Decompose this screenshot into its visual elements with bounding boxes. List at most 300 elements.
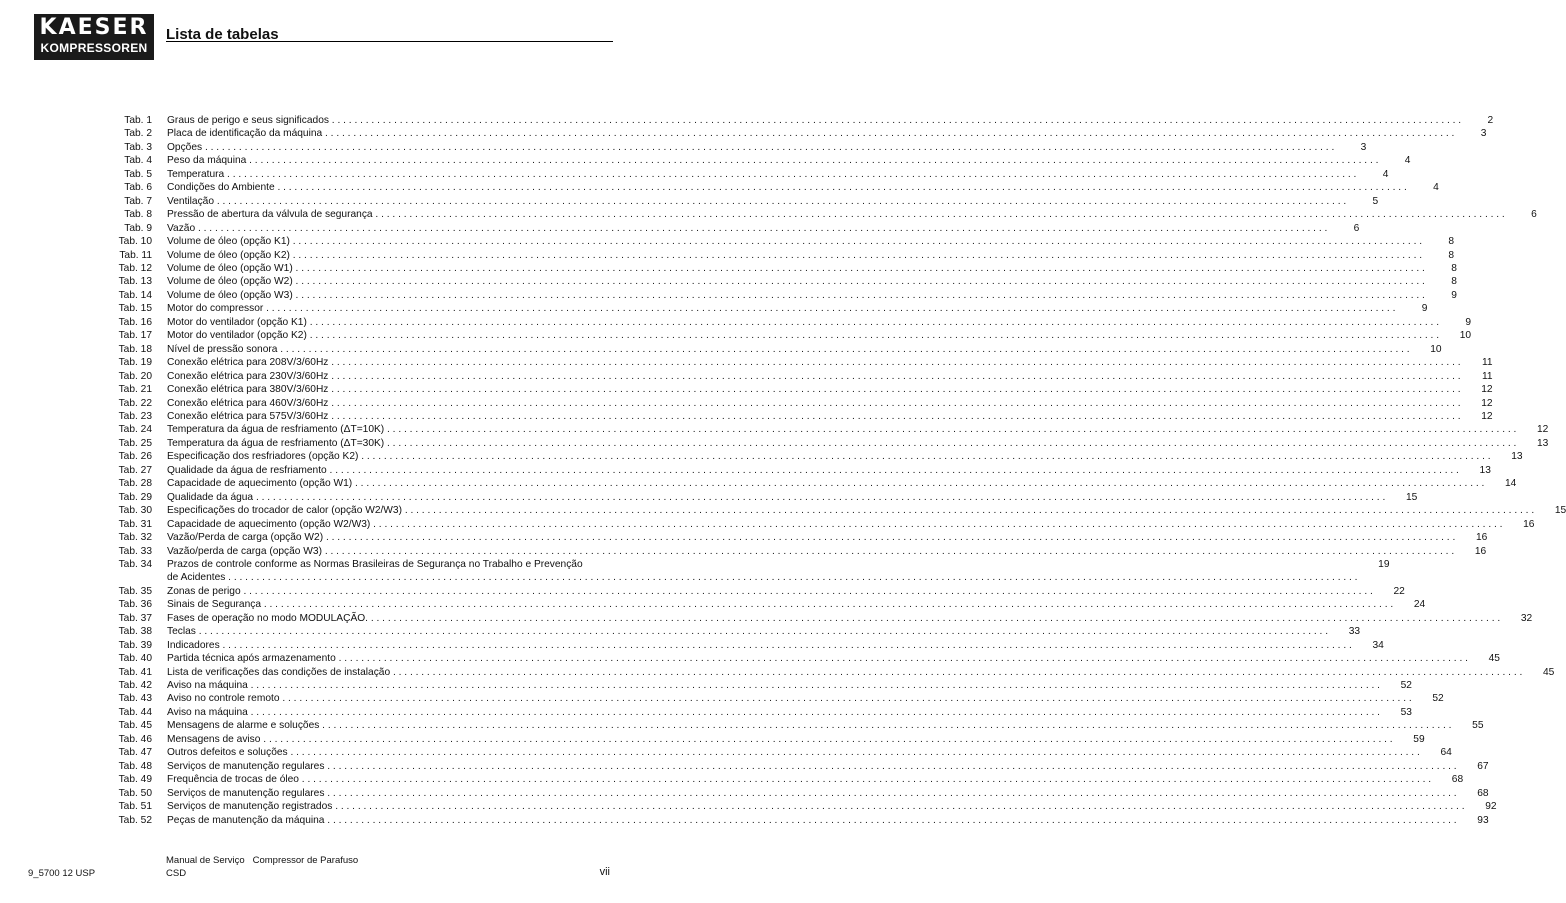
toc-row[interactable] (110, 504, 1566, 517)
page-ref: 16 (1475, 532, 1488, 544)
table-title (167, 302, 1399, 315)
toc-entry (167, 410, 1493, 423)
table-title (167, 598, 1397, 611)
table-title (167, 531, 1459, 544)
page-ref: 11 (1482, 370, 1493, 382)
dot-leader: . . . . . . . . . . . . . . . . . . . . . . . . . . . . . . . . . . . . . . . . . . . . . . . . . . . . . . . . . . . . . . . . . . . . . . . . . . . . . . . . . . . . . . . . . . . . . . . . . . . . . . . . . . . . . . . . . . . . . . . . . . . . . . . . . . . . . . . . . . . . . . . . . . . . . . . . . . . . . . . . . . . . . . . . . . . . . . . . . . . . . . . . . . . . . . . . . . . . . . . . (384, 424, 1517, 436)
toc-entry (167, 692, 1444, 705)
table-title (167, 518, 1506, 531)
toc-entry (167, 141, 1366, 154)
toc-row[interactable] (110, 531, 1488, 544)
toc-row[interactable] (110, 329, 1472, 342)
toc-row[interactable] (110, 464, 1491, 477)
toc-entry (167, 181, 1439, 194)
table-number: Tab. 26 (118, 451, 152, 463)
toc-row[interactable] (110, 154, 1411, 167)
page-ref: 2 (1487, 115, 1494, 126)
page-ref: 53 (1400, 706, 1412, 718)
table-number: Tab. 35 (118, 585, 152, 597)
table-title (167, 397, 1465, 410)
toc-row[interactable] (110, 208, 1537, 221)
dot-leader: . . . . . . . . . . . . . . . . . . . . . . . . . . . . . . . . . . . . . . . . . . . . . . . . . . . . . . . . . . . . . . . . . . . . . . . . . . . . . . . . . . . . . . . . . . . . . . . . . . . . . . . . . . . . . . . . . . . . . . . . . . . . . . . . . . . . . . . . . . . . . . . . . . . . . . . . . . . . . . . . . . . . . . . . . . . . . . . . . . . . . . . . . . . . . . . . . . . . . . . . (247, 706, 1380, 718)
page-ref: 52 (1400, 680, 1412, 692)
page-ref: 92 (1485, 801, 1497, 813)
toc-row[interactable] (110, 733, 1425, 746)
table-title-text: Temperatura da água de resfriamento (ΔT=10K) (167, 424, 385, 436)
table-title-text: Volume de óleo (opção K1) (167, 236, 290, 248)
table-title-text: Condições do Ambiente (167, 182, 275, 194)
dot-leader: . . . . . . . . . . . . . . . . . . . . . . . . . . . . . . . . . . . . . . . . . . . . . . . . . . . . . . . . . . . . . . . . . . . . . . . . . . . . . . . . . . . . . . . . . . . . . . . . . . . . . . . . . . . . . . . . . . . . . . . . . . . . . . . . . . . . . . . . . . . . . . . . . . . . . . . . . . . . . . . . . . . . . . . . . . . . . . . . . . . . . . . . . . . . . . . . . . . . . . . . (287, 747, 1420, 759)
table-number: Tab. 22 (118, 397, 152, 409)
table-number: Tab. 20 (118, 370, 152, 382)
table-number: Tab. 39 (118, 639, 152, 651)
manual-title: Manual de Serviço Compressor de Parafuso (166, 855, 359, 866)
toc-row[interactable] (110, 652, 1500, 665)
dot-leader: . . . . . . . . . . . . . . . . . . . . . . . . . . . . . . . . . . . . . . . . . . . . . . . . . . . . . . . . . . . . . . . . . . . . . . . . . . . . . . . . . . . . . . . . . . . . . . . . . . . . . . . . . . . . . . . . . . . . . . . . . . . . . . . . . . . . . . . . . . . . . . . . . . . . . . . . . . . . . . . . . . . . . . . . . . . . . . . . . . . . . . . . . . . . . . . . . . . . . . . . (324, 760, 1457, 772)
page-ref: 52 (1432, 693, 1444, 705)
toc-entry (167, 154, 1410, 167)
page-ref: 12 (1481, 384, 1493, 396)
page-ref: 9 (1465, 316, 1472, 328)
table-title (167, 316, 1443, 329)
page-ref: 16 (1474, 545, 1487, 557)
table-title-text: Capacidade de aquecimento (opção W2/W3) (167, 518, 371, 530)
table-title (167, 585, 1377, 598)
toc-row[interactable] (110, 141, 1367, 154)
table-title-text: Serviços de manutenção registrados (167, 801, 333, 813)
toc-row[interactable] (110, 518, 1535, 531)
dot-leader: . . . . . . . . . . . . . . . . . . . . . . . . . . . . . . . . . . . . . . . . . . . . . . . . . . . . . . . . . . . . . . . . . . . . . . . . . . . . . . . . . . . . . . . . . . . . . . . . . . . . . . . . . . . . . . . . . . . . . . . . . . . . . . . . . . . . . . . . . . . . . . . . . . . . . . . . . . . . . . . . . . . . . . . . . . . . . . . . . . . . . . . . . . . . . . . . . . . . . . . . (261, 599, 1394, 611)
dot-leader: . . . . . . . . . . . . . . . . . . . . . . . . . . . . . . . . . . . . . . . . . . . . . . . . . . . . . . . . . . . . . . . . . . . . . . . . . . . . . . . . . . . . . . . . . . . . . . . . . . . . . . . . . . . . . . . . . . . . . . . . . . . . . . . . . . . . . . . . . . . . . . . . . . . . . . . . . . . . . . . . . . . . . . . . . . . . . . . . . . . . . . . . . . . . . . . . . . . . . . . . (224, 168, 1357, 180)
dot-leader: . . . . . . . . . . . . . . . . . . . . . . . . . . . . . . . . . . . . . . . . . . . . . . . . . . . . . . . . . . . . . . . . . . . . . . . . . . . . . . . . . . . . . . . . . . . . . . . . . . . . . . . . . . . . . . . . . . . . . . . . . . . . . . . . . . . . . . . . . . . . . . . . . . . . . . . . . . . . . . . . . . . . . . . . . . . . . . . . . . . . . . . . . . . . . . . . . . . . . . . . (384, 437, 1517, 449)
table-title (167, 370, 1465, 383)
page-ref: 8 (1451, 262, 1457, 274)
toc-entry (167, 504, 1566, 517)
toc-entry (167, 329, 1471, 342)
table-number: Tab. 41 (118, 666, 152, 678)
table-title (167, 356, 1465, 369)
page-ref: 10 (1459, 330, 1472, 342)
table-number: Tab. 52 (118, 814, 152, 826)
table-number: Tab. 40 (118, 653, 152, 665)
table-title-text: Opções (167, 141, 203, 153)
toc-entry (167, 773, 1463, 786)
table-title-text: Temperatura da água de resfriamento (ΔT=30K) (167, 437, 385, 449)
table-title-text: Motor do ventilador (opção K2) (167, 330, 307, 342)
toc-entry (167, 275, 1457, 288)
page-ref: 34 (1372, 639, 1384, 651)
toc-row[interactable] (110, 181, 1439, 194)
table-title (167, 410, 1465, 423)
table-title-text: Serviços de manutenção regulares (167, 787, 325, 799)
table-title-text: Pressão de abertura da válvula de segurança (167, 209, 373, 221)
toc-row[interactable] (110, 639, 1384, 652)
table-title (167, 558, 1362, 585)
toc-entry (167, 652, 1500, 665)
table-title (167, 437, 1520, 450)
toc-row[interactable] (110, 598, 1426, 611)
table-title (167, 289, 1429, 302)
toc-entry (167, 639, 1384, 652)
table-title (167, 477, 1488, 490)
logo-wordmark: KAESER (39, 15, 149, 40)
page-ref: 15 (1405, 491, 1418, 503)
table-title-text: Qualidade da água (167, 491, 254, 503)
toc-row[interactable] (110, 800, 1497, 813)
toc-row[interactable] (110, 612, 1533, 625)
toc-row[interactable] (110, 746, 1452, 759)
dot-leader: . . . . . . . . . . . . . . . . . . . . . . . . . . . . . . . . . . . . . . . . . . . . . . . . . . . . . . . . . . . . . . . . . . . . . . . . . . . . . . . . . . . . . . . . . . . . . . . . . . . . . . . . . . . . . . . . . . . . . . . . . . . . . . . . . . . . . . . . . . . . . . . . . . . . . . . . . . . . . . . . . . . . . . . . . . . . . . . . . . . . . . . . . . . . . . . . . . . . . . . . (328, 410, 1461, 422)
table-number: Tab. 42 (118, 680, 152, 692)
table-number: Tab. 19 (118, 357, 152, 369)
toc-row[interactable] (110, 719, 1484, 732)
table-title (167, 127, 1458, 140)
dot-leader: . . . . . . . . . . . . . . . . . . . . . . . . . . . . . . . . . . . . . . . . . . . . . . . . . . . . . . . . . . . . . . . . . . . . . . . . . . . . . . . . . . . . . . . . . . . . . . . . . . . . . . . . . . . . . . . . . . . . . . . . . . . . . . . . . . . . . . . . . . . . . . . . . . . . . . . . . . . . . . . . . . . . . . . . . . . . . . . . . . . . . . . . . . . . . . . . . . . . . . . . (202, 141, 1335, 153)
table-number: Tab. 29 (118, 491, 152, 503)
dot-leader: . . . . . . . . . . . . . . . . . . . . . . . . . . . . . . . . . . . . . . . . . . . . . . . . . . . . . . . . . . . . . . . . . . . . . . . . . . . . . . . . . . . . . . . . . . . . . . . . . . . . . . . . . . . . . . . . . . . . . . . . . . . . . . . . . . . . . . . . . . . . . . . . . . . . . . . . . . . . . . . . . . . . . . . . . . . . . . . . . . . . . . . . . . . . . . . . . . . . . . . . (274, 182, 1407, 194)
toc-row[interactable] (110, 316, 1472, 329)
dot-leader: . . . . . . . . . . . . . . . . . . . . . . . . . . . . . . . . . . . . . . . . . . . . . . . . . . . . . . . . . . . . . . . . . . . . . . . . . . . . . . . . . . . . . . . . . . . . . . . . . . . . . . . . . . . . . . . . . . . . . . . . . . . . . . . . . . . . . . . . . . . . . . . . . . . . . . . . . . . . . . . . . . . . . . . . . . . . . . . . . . . . . . . . . . . . . . . . . . . . . . . . (292, 289, 1425, 301)
table-title (167, 773, 1435, 786)
page-ref: 14 (1505, 478, 1517, 490)
table-number: Tab. 34 (118, 558, 152, 570)
toc-entry (167, 168, 1388, 181)
page-ref: 93 (1477, 814, 1489, 826)
dot-leader: . . . . . . . . . . . . . . . . . . . . . . . . . . . . . . . . . . . . . . . . . . . . . . . . . . . . . . . . . . . . . . . . . . . . . . . . . . . . . . . . . . . . . . . . . . . . . . . . . . . . . . . . . . . . . . . . . . . . . . . . . . . . . . . . . . . . . . . . . . . . . . . . . . . . . . . . . . . . . . . . . . . . . . . . . . . . . . . . . . . . . . . . . . . . . . . . . . . . . . . . (279, 693, 1412, 705)
dot-leader: . . . . . . . . . . . . . . . . . . . . . . . . . . . . . . . . . . . . . . . . . . . . . . . . . . . . . . . . . . . . . . . . . . . . . . . . . . . . . . . . . . . . . . . . . . . . . . . . . . . . . . . . . . . . . . . . . . . . . . . . . . . . . . . . . . . . . . . . . . . . . . . . . . . . . . . . . . . . . . . . . . . . . . . . . . . . . . . . . . . . . . . . . . . . . . . . . . . . . . . . (292, 276, 1425, 288)
dot-leader: . . . . . . . . . . . . . . . . . . . . . . . . . . . . . . . . . . . . . . . . . . . . . . . . . . . . . . . . . . . . . . . . . . . . . . . . . . . . . . . . . . . . . . . . . . . . . . . . . . . . . . . . . . . . . . . . . . . . . . . . . . . . . . . . . . . . . . . . . . . . . . . . . . . . . . . . . . . . . . . . . . . . . . . . . . . . . . . . . . . . . . . . . . . . . . . . . . . . . . . . (214, 195, 1347, 207)
dot-leader: . . . . . . . . . . . . . . . . . . . . . . . . . . . . . . . . . . . . . . . . . . . . . . . . . . . . . . . . . . . . . . . . . . . . . . . . . . . . . . . . . . . . . . . . . . . . . . . . . . . . . . . . . . . . . . . . . . . . . . . . . . . . . . . . . . . . . . . . . . . . . . . . . . . . . . . . . . . . . . . . . . . . . . . . . . . . . . . . . . . . . . . . . . . . . . . . . . . . . . . . (263, 303, 1396, 315)
toc-row[interactable] (110, 410, 1493, 423)
table-number: Tab. 49 (118, 774, 152, 786)
toc-entry (167, 545, 1486, 558)
table-title (167, 383, 1465, 396)
table-title-text: Conexão elétrica para 208V/3/60Hz (167, 357, 329, 369)
table-number: Tab. 16 (118, 316, 152, 328)
table-title (167, 491, 1389, 504)
table-number: Tab. 24 (118, 424, 152, 436)
toc-entry (167, 706, 1412, 719)
page-ref: 12 (1481, 397, 1493, 409)
table-title-text: Peso da máquina (167, 155, 247, 167)
toc-row[interactable] (110, 275, 1457, 288)
table-number: Tab. 33 (118, 545, 152, 557)
dot-leader: . . . . . . . . . . . . . . . . . . . . . . . . . . . . . . . . . . . . . . . . . . . . . . . . . . . . . . . . . . . . . . . . . . . . . . . . . . . . . . . . . . . . . . . . . . . . . . . . . . . . . . . . . . . . . . . . . . . . . . . . . . . . . . . . . . . . . . . . . . . . . . . . . . . . . . . . . . . . . . . . . . . . . . . . . . . . . . . . . . . . . . . . . . . . . . . . . . . . . . . . (370, 518, 1503, 530)
dot-leader: . . . . . . . . . . . . . . . . . . . . . . . . . . . . . . . . . . . . . . . . . . . . . . . . . . . . . . . . . . . . . . . . . . . . . . . . . . . . . . . . . . . . . . . . . . . . . . . . . . . . . . . . . . . . . . . . . . . . . . . . . . . . . . . . . . . . . . . . . . . . . . . . . . . . . . . . . . . . . . . . . . . . . . . . . . . . . . . . . . . . . . . . . . . . . . . . . . . . . . . . (277, 343, 1410, 355)
page-ref: 15 (1554, 505, 1566, 517)
table-title (167, 168, 1360, 181)
toc-row[interactable] (110, 235, 1455, 248)
table-title-text: Placa de identificação da máquina (167, 128, 323, 140)
toc-entry (167, 733, 1425, 746)
product-name: CSD (166, 868, 187, 879)
table-title (167, 249, 1426, 262)
table-number: Tab. 15 (118, 303, 152, 315)
table-number: Tab. 10 (118, 236, 152, 248)
page-ref: 19 (1378, 558, 1390, 570)
table-title (167, 114, 1465, 127)
table-number: Tab. 48 (118, 760, 152, 772)
dot-leader: . . . . . . . . . . . . . . . . . . . . . . . . . . . . . . . . . . . . . . . . . . . . . . . . . . . . . . . . . . . . . . . . . . . . . . . . . . . . . . . . . . . . . . . . . . . . . . . . . . . . . . . . . . . . . . . . . . . . . . . . . . . . . . . . . . . . . . . . . . . . . . . . . . . . . . . . . . . . . . . . . . . . . . . . . . . . . . . . . . . . . . . . . . . . . . . . . . . . . . . . (306, 330, 1440, 342)
table-title-text: Aviso na máquina (167, 706, 248, 718)
toc-row[interactable] (110, 302, 1428, 315)
table-title (167, 719, 1456, 732)
dot-leader: . . . . . . . . . . . . . . . . . . . . . . . . . . . . . . . . . . . . . . . . . . . . . . . . . . . . . . . . . . . . . . . . . . . . . . . . . . . . . . . . . . . . . . . . . . . . . . . . . . . . . . . . . . . . . . . . . . . . . . . . . . . . . . . . . . . . . . . . . . . . . . . . . . . . . . . . . . . . . . . . . . . . . . . . . . . . . . . . . . . . . . . . . . . . . . . . . . . . . . . . (324, 814, 1457, 826)
toc-entry (167, 222, 1359, 235)
table-title-text: Indicadores (167, 639, 220, 651)
table-title-text: Partida técnica após armazenamento (167, 653, 336, 665)
page-ref: 64 (1440, 747, 1452, 759)
toc-row[interactable] (110, 679, 1412, 692)
kaeser-logo (34, 14, 154, 60)
dot-leader: . . . . . . . . . . . . . . . . . . . . . . . . . . . . . . . . . . . . . . . . . . . . . . . . . . . . . . . . . . . . . . . . . . . . . . . . . . . . . . . . . . . . . . . . . . . . . . . . . . . . . . . . . . . . . . . . . . . . . . . . . . . . . . . . . . . . . . . . . . . . . . . . . . . . . . . . . . . . . . . . . . . . . . . . . . . . . . . . . . . . . . . . . . . . . . . . . . . . . . . . (332, 801, 1465, 813)
table-title-text: Graus de perigo e seus significados (167, 115, 329, 126)
table-number: Tab. 17 (118, 330, 152, 342)
table-title (167, 679, 1384, 692)
table-number: Tab. 12 (118, 262, 152, 274)
table-title (167, 464, 1463, 477)
table-title-text: Frequência de trocas de óleo (167, 774, 299, 786)
toc-entry (167, 356, 1493, 369)
toc-entry (167, 585, 1405, 598)
table-number: Tab. 51 (118, 801, 152, 813)
toc-row[interactable] (110, 558, 1390, 585)
toc-row[interactable] (110, 397, 1493, 410)
toc-entry (167, 477, 1516, 490)
toc-entry (167, 679, 1412, 692)
dot-leader: . . . . . . . . . . . . . . . . . . . . . . . . . . . . . . . . . . . . . . . . . . . . . . . . . . . . . . . . . . . . . . . . . . . . . . . . . . . . . . . . . . . . . . . . . . . . . . . . . . . . . . . . . . . . . . . . . . . . . . . . . . . . . . . . . . . . . . . . . . . . . . . . . . . . . . . . . . . . . . . . . . . . . . . . . . . . . . . . . . . . . . . . . . . . . . . . . . . . . . . . (323, 532, 1456, 544)
toc-row[interactable] (110, 760, 1489, 773)
toc-row[interactable] (110, 545, 1487, 558)
table-title (167, 262, 1429, 275)
table-title (167, 275, 1429, 288)
page-ref: 10 (1430, 343, 1442, 355)
table-number: Tab. 21 (118, 384, 152, 396)
page-ref: 68 (1477, 787, 1489, 799)
toc-row[interactable] (110, 585, 1405, 598)
toc-entry (167, 518, 1534, 531)
toc-entry (167, 625, 1360, 638)
table-title-text: Especificação dos resfriadores (opção K2) (167, 451, 359, 463)
table-title (167, 612, 1504, 625)
table-title-text: Volume de óleo (opção K2) (167, 249, 290, 261)
page-ref: 11 (1482, 357, 1493, 369)
toc-entry (167, 316, 1471, 329)
toc-row[interactable] (110, 773, 1464, 786)
page-ref: 13 (1537, 437, 1549, 449)
page-ref: 4 (1404, 155, 1411, 167)
table-number: Tab. 6 (124, 182, 152, 194)
table-title (167, 450, 1495, 463)
dot-leader: . . . . . . . . . . . . . . . . . . . . . . . . . . . . . . . . . . . . . . . . . . . . . . . . . . . . . . . . . . . . . . . . . . . . . . . . . . . . . . . . . . . . . . . . . . . . . . . . . . . . . . . . . . . . . . . . . . . . . . . . . . . . . . . . . . . . . . . . . . . . . . . . . . . . . . . . . . . . . . . . . . . . . . . . . . . . . . . . . . . . . . . . . . . . . . . . . . . . . . . . (368, 612, 1501, 624)
toc-row[interactable] (110, 437, 1549, 450)
table-title-text: Conexão elétrica para 380V/3/60Hz (167, 384, 329, 396)
table-title-text: Ventilação (167, 195, 215, 207)
page-ref: 22 (1393, 585, 1405, 597)
table-number: Tab. 25 (118, 437, 152, 449)
toc-row[interactable] (110, 195, 1379, 208)
table-number: Tab. 18 (118, 343, 152, 355)
toc-entry (167, 800, 1497, 813)
page-ref: 3 (1360, 141, 1367, 153)
table-title (167, 235, 1426, 248)
toc-row[interactable] (110, 356, 1493, 369)
table-title-text: Aviso no controle remoto (167, 693, 280, 705)
page-ref: 24 (1413, 599, 1426, 611)
toc-row[interactable] (110, 127, 1487, 140)
toc-row[interactable] (110, 423, 1549, 436)
toc-entry (167, 262, 1457, 275)
dot-leader: . . . . . . . . . . . . . . . . . . . . . . . . . . . . . . . . . . . . . . . . . . . . . . . . . . . . . . . . . . . . . . . . . . . . . . . . . . . . . . . . . . . . . . . . . . . . . . . . . . . . . . . . . . . . . . . . . . . . . . . . . . . . . . . . . . . . . . . . . . . . . . . . . . . . . . . . . . . . . . . . . . . . . . . . . . . . . . . . . . . . . . . . . . . . . . . . . . . . . . . . (298, 774, 1432, 786)
page-ref: 45 (1488, 653, 1500, 665)
table-title (167, 154, 1382, 167)
toc-entry (167, 814, 1489, 827)
page-ref: 6 (1531, 209, 1537, 221)
toc-entry (167, 289, 1457, 302)
table-title-text: Motor do ventilador (opção K1) (167, 316, 307, 328)
page-ref: 4 (1382, 168, 1389, 180)
table-title-text: Serviços de manutenção regulares (167, 760, 325, 772)
dot-leader: . . . . . . . . . . . . . . . . . . . . . . . . . . . . . . . . . . . . . . . . . . . . . . . . . . . . . . . . . . . . . . . . . . . . . . . . . . . . . . . . . . . . . . . . . . . . . . . . . . . . . . . . . . . . . . . . . . . . . . . . . . . . . . . . . . . . . . . . . . . . . . . . . . . . . . . . . . . . . . . . . . . . . . . . . . . . . . . . . . . . . . . . . . . . . . . . . . . . . . . . (328, 384, 1461, 396)
dot-leader: . . . . . . . . . . . . . . . . . . . . . . . . . . . . . . . . . . . . . . . . . . . . . . . . . . . . . . . . . . . . . . . . . . . . . . . . . . . . . . . . . . . . . . . . . . . . . . . . . . . . . . . . . . . . . . . . . . . . . . . . . . . . . . . . . . . . . . . . . . . . . . . . . . . . . . . . . . . . . . . . . . . . . . . . . . . . . . . . . . . . . . . . . . . . . . . . . . . . . . . . (335, 653, 1468, 665)
toc-entry (167, 612, 1532, 625)
toc-row[interactable] (110, 706, 1412, 719)
page-ref: 9 (1421, 303, 1428, 315)
table-title-text: Prazos de controle conforme as Normas Brasileiras de Segurança no Trabalho e Prevenção (167, 558, 583, 570)
toc-entry (167, 558, 1390, 585)
toc-row[interactable] (110, 262, 1457, 275)
table-number: Tab. 43 (118, 693, 152, 705)
dot-leader: . . . . . . . . . . . . . . . . . . . . . . . . . . . . . . . . . . . . . . . . . . . . . . . . . . . . . . . . . . . . . . . . . . . . . . . . . . . . . . . . . . . . . . . . . . . . . . . . . . . . . . . . . . . . . . . . . . . . . . . . . . . . . . . . . . . . . . . . . . . . . . . . . . . . . . . . . . . . . . . . . . . . . . . . . . . . . . . . . . . . . . . . . . . . . . . . . . . . . . . . (319, 720, 1452, 732)
toc-entry (167, 746, 1452, 759)
table-number: Tab. 14 (118, 289, 152, 301)
table-number: Tab. 13 (118, 276, 152, 288)
table-number: Tab. 36 (118, 599, 152, 611)
table-title-text: Sinais de Segurança (167, 599, 262, 611)
toc-entry (167, 450, 1523, 463)
dot-leader: . . . . . . . . . . . . . . . . . . . . . . . . . . . . . . . . . . . . . . . . . . . . . . . . . . . . . . . . . . . . . . . . . . . . . . . . . . . . . . . . . . . . . . . . . . . . . . . . . . . . . . . . . . . . . . . . . . . . . . . . . . . . . . . . . . . . . . . . . . . . . . . . . . . . . . . . . . . . . . . . . . . . . . . . . . . . . . . . . . . . . . . . . . . . . . . . . . . . . . . . (326, 464, 1459, 476)
toc-row[interactable] (110, 343, 1442, 356)
dot-leader: . . . . . . . . . . . . . . . . . . . . . . . . . . . . . . . . . . . . . . . . . . . . . . . . . . . . . . . . . . . . . . . . . . . . . . . . . . . . . . . . . . . . . . . . . . . . . . . . . . . . . . . . . . . . . . . . . . . . . . . . . . . . . . . . . . . . . . . . . . . . . . . . . . . . . . . . . . . . . . . . . . . . . . . . . . . . . . . . . . . . . . . . . . . . . . . . . . . . . . . . (324, 787, 1457, 799)
toc-row[interactable] (110, 450, 1523, 463)
header-divider (166, 41, 613, 42)
table-list (110, 114, 1566, 827)
table-title (167, 195, 1350, 208)
toc-row[interactable] (110, 491, 1418, 504)
toc-entry (167, 464, 1491, 477)
table-number: Tab. 47 (118, 747, 152, 759)
dot-leader: . . . . . . . . . . . . . . . . . . . . . . . . . . . . . . . . . . . . . . . . . . . . . . . . . . . . . . . . . . . . . . . . . . . . . . . . . . . . . . . . . . . . . . . . . . . . . . . . . . . . . . . . . . . . . . . . . . . . . . . . . . . . . . . . . . . . . . . . . . . . . . . . . . . . . . . . . . . . . . . . . . . . . . . . . . . . . . . . . . . . . . . . . . . . . . . . . . . . . . . . (240, 585, 1373, 597)
table-title-text: Teclas (167, 626, 196, 638)
table-number: Tab. 44 (118, 706, 152, 718)
dot-leader: . . . . . . . . . . . . . . . . . . . . . . . . . . . . . . . . . . . . . . . . . . . . . . . . . . . . . . . . . . . . . . . . . . . . . . . . . . . . . . . . . . . . . . . . . . . . . . . . . . . . . . . . . . . . . . . . . . . . . . . . . . . . . . . . . . . . . . . . . . . . . . . . . . . . . . . . . . . . . . . . . . . . . . . . . . . . . . . . . . . . . . . . . . . . . . . . . . . . . . . . (289, 236, 1423, 248)
dot-leader: . . . . . . . . . . . . . . . . . . . . . . . . . . . . . . . . . . . . . . . . . . . . . . . . . . . . . . . . . . . . . . . . . . . . . . . . . . . . . . . . . . . . . . . . . . . . . . . . . . . . . . . . . . . . . . . . . . . . . . . . . . . . . . . . . . . . . . . . . . . . . . . . . . . . . . . . . . . . . . . . . . . . . . . . . . . . . . . . . . . . . . . . . . . . . . . . . . . . . . . . (328, 115, 1462, 126)
dot-leader: . . . . . . . . . . . . . . . . . . . . . . . . . . . . . . . . . . . . . . . . . . . . . . . . . . . . . . . . . . . . . . . . . . . . . . . . . . . . . . . . . . . . . . . . . . . . . . . . . . . . . . . . . . . . . . . . . . . . . . . . . . . . . . . . . . . . . . . . . . . . . . . . . . . . . . . . . . . . . . . . . . . . . . . . . . . . . . . . . . . . . . . . . . . . . . . . . . . . . . . . (246, 155, 1379, 167)
table-title (167, 141, 1338, 154)
table-title-text: Vazão/perda de carga (opção W3) (167, 545, 322, 557)
toc-row[interactable] (110, 383, 1493, 396)
toc-row[interactable] (110, 666, 1555, 679)
toc-entry (167, 760, 1489, 773)
table-number: Tab. 5 (124, 168, 152, 180)
toc-entry (167, 397, 1493, 410)
table-number: Tab. 8 (124, 209, 152, 221)
table-number: Tab. 30 (118, 505, 152, 517)
table-title-text: Temperatura (167, 168, 225, 180)
table-title-text: Conexão elétrica para 460V/3/60Hz (167, 397, 329, 409)
table-number: Tab. 38 (118, 626, 152, 638)
toc-row[interactable] (110, 168, 1389, 181)
document-code: 9_5700 12 USP (28, 868, 96, 879)
page-ref: 13 (1479, 464, 1491, 476)
dot-leader: . . . . . . . . . . . . . . . . . . . . . . . . . . . . . . . . . . . . . . . . . . . . . . . . . . . . . . . . . . . . . . . . . . . . . . . . . . . . . . . . . . . . . . . . . . . . . . . . . . . . . . . . . . . . . . . . . . . . . . . . . . . . . . . . . . . . . . . . . . . . . . . . . . . . . . . . . . . . . . . . . . . . . . . . . . . . . . . . . . . . . . . . . . . . . . . . . . . . . . . . (195, 626, 1329, 638)
toc-row[interactable] (110, 477, 1517, 490)
toc-row[interactable] (110, 289, 1457, 302)
toc-entry (167, 531, 1487, 544)
table-number: Tab. 11 (119, 249, 152, 261)
toc-row[interactable] (110, 814, 1489, 827)
table-number: Tab. 9 (124, 222, 152, 234)
table-title-text: Mensagens de alarme e soluções (167, 720, 320, 732)
table-title (167, 423, 1520, 436)
table-title (167, 692, 1416, 705)
dot-leader: . . . . . . . . . . . . . . . . . . . . . . . . . . . . . . . . . . . . . . . . . . . . . . . . . . . . . . . . . . . . . . . . . . . . . . . . . . . . . . . . . . . . . . . . . . . . . . . . . . . . . . . . . . . . . . . . . . . . . . . . . . . . . . . . . . . . . . . . . . . . . . . . . . . . . . . . . . . . . . . . . . . . . . . . . . . . . . . . . . . . . . . . . . . . . . . . . . . . . . . . (247, 680, 1380, 692)
table-number: Tab. 2 (124, 128, 152, 140)
toc-row[interactable] (110, 370, 1493, 383)
dot-leader: . . . . . . . . . . . . . . . . . . . . . . . . . . . . . . . . . . . . . . . . . . . . . . . . . . . . . . . . . . . . . . . . . . . . . . . . . . . . . . . . . . . . . . . . . . . . . . . . . . . . . . . . . . . . . . . . . . . . . . . . . . . . . . . . . . . . . . . . . . . . . . . . . . . . . . . . . . . . . . . . . . . . . . . . . . . . . . . . . . . . . . . . . . . . . . . . . . . . . . . . (372, 209, 1505, 221)
page-ref: 4 (1433, 182, 1439, 194)
toc-entry (167, 208, 1537, 221)
dot-leader: . . . . . . . . . . . . . . . . . . . . . . . . . . . . . . . . . . . . . . . . . . . . . . . . . . . . . . . . . . . . . . . . . . . . . . . . . . . . . . . . . . . . . . . . . . . . . . . . . . . . . . . . . . . . . . . . . . . . . . . . . . . . . . . . . . . . . . . . . . . . . . . . . . . . . . . . . . . . . . . . . . . . . . . . . . . . . . . . . . . . . . . . . . . . . . . . . . . . . . . . (321, 545, 1455, 557)
page-ref: 13 (1511, 451, 1523, 463)
table-title-text: Peças de manutenção da máquina (167, 814, 325, 826)
table-title-text-cont: de Acidentes (167, 572, 226, 584)
table-number: Tab. 7 (124, 195, 152, 207)
table-title-text: Conexão elétrica para 575V/3/60Hz (167, 410, 329, 422)
toc-row[interactable] (110, 787, 1489, 800)
toc-entry (167, 719, 1484, 732)
toc-row[interactable] (110, 222, 1360, 235)
table-title-text: Vazão (167, 222, 196, 234)
toc-row[interactable] (110, 114, 1494, 127)
page-number: vii (599, 866, 610, 878)
table-title-text: Mensagens de aviso (167, 733, 261, 745)
toc-entry (167, 423, 1548, 436)
table-number: Tab. 4 (124, 155, 152, 167)
table-title (167, 639, 1356, 652)
dot-leader: . . . . . . . . . . . . . . . . . . . . . . . . . . . . . . . . . . . . . . . . . . . . . . . . . . . . . . . . . . . . . . . . . . . . . . . . . . . . . . . . . . . . . . . . . . . . . . . . . . . . . . . . . . . . . . . . . . . . . . . . . . . . . . . . . . . . . . . . . . . . . . . . . . . . . . . . . . . . . . . . . . . . . . . . . . . . . . . . . . . . . . . . . . . . . . . . . . . . . . . . (328, 357, 1461, 369)
toc-row[interactable] (110, 249, 1455, 262)
dot-leader: . . . . . . . . . . . . . . . . . . . . . . . . . . . . . . . . . . . . . . . . . . . . . . . . . . . . . . . . . . . . . . . . . . . . . . . . . . . . . . . . . . . . . . . . . . . . . . . . . . . . . . . . . . . . . . . . . . . . . . . . . . . . . . . . . . . . . . . . . . . . . . . . . . . . . . . . . . . . . . . . . . . . . . . . . . . . . . . . . . . . . . . . . . . . . . . . . . . . . . . . (253, 491, 1386, 503)
table-number: Tab. 27 (118, 464, 152, 476)
table-title (167, 787, 1461, 800)
table-title-text: Fases de operação no modo MODULAÇÃO. (167, 612, 369, 624)
table-title-text: Aviso na máquina (167, 680, 248, 692)
table-title (167, 814, 1461, 827)
table-title-text: Vazão/Perda de carga (opção W2) (167, 532, 324, 544)
table-number: Tab. 23 (118, 410, 152, 422)
table-title (167, 652, 1472, 665)
toc-row[interactable] (110, 692, 1444, 705)
page-ref: 45 (1542, 666, 1555, 678)
table-title (167, 800, 1469, 813)
table-number: Tab. 28 (118, 478, 152, 490)
toc-entry (167, 491, 1417, 504)
page-ref: 12 (1537, 424, 1549, 436)
page-ref: 3 (1480, 128, 1487, 140)
toc-row[interactable] (110, 625, 1361, 638)
table-title-text: Volume de óleo (opção W3) (167, 289, 293, 301)
